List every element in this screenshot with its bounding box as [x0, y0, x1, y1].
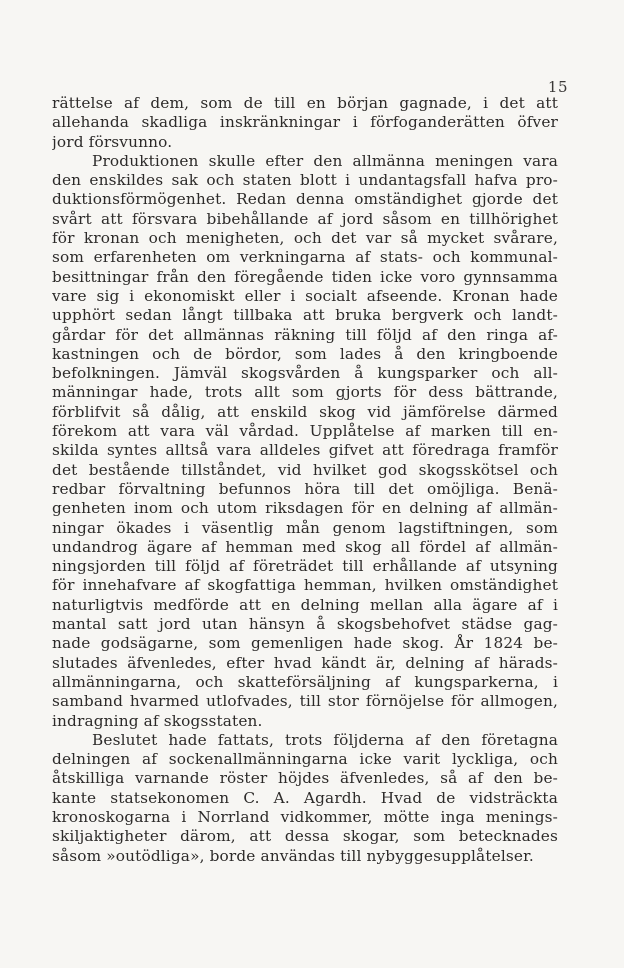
text-line: kronoskogarna i Norrland vidkommer, mötte inga menings- [52, 807, 558, 826]
text-line: indragning af skogsstaten. [52, 711, 263, 730]
text-line: mantal satt jord utan hänsyn å skogsbehofvet städse gag- [52, 615, 558, 634]
text-line: ningar ökades i väsentlig mån genom lagstiftningen, som [52, 518, 558, 537]
text-line: för innehafvare af skogfattiga hemman, hvilken omständighet [52, 576, 558, 595]
text-line: duktionsförmögenhet. Redan denna omständighet gjorde det [52, 190, 558, 209]
text-line: redbar förvaltning befunnos höra till det omöjliga. Benä- [52, 479, 558, 498]
text-line: kastningen och de bördor, som lades å den kringboende [52, 344, 558, 363]
body-text [52, 94, 558, 866]
text-line: för kronan och menigheten, och det var så mycket svårare, [52, 229, 558, 248]
text-line: förblifvit så dålig, att enskild skog vid jämförelse därmed [52, 402, 558, 421]
text-line: befolkningen. Jämväl skogsvården å kungsparker och all- [52, 364, 558, 383]
text-line: som erfarenheten om verkningarna af stats- och kommunal- [52, 248, 558, 267]
text-line: kante statsekonomen C. A. Agardh. Hvad de vidsträckta [52, 788, 558, 807]
text-line: ningsjorden till följd af företrädet till erhållande af utsyning [52, 557, 558, 576]
text-line: åtskilliga varnande röster höjdes äfvenledes, så af den be- [52, 769, 558, 788]
text-line: förekom att vara väl vårdad. Upplåtelse af marken till en- [52, 422, 558, 441]
text-line: undandrog ägare af hemman med skog all fördel af allmän- [52, 537, 558, 556]
text-line: svårt att försvara bibehållande af jord såsom en tillhörighet [52, 209, 558, 228]
text-line: allehanda skadliga inskränkningar i förfoganderätten öfver [52, 113, 558, 132]
text-line: skilda syntes alltså vara alldeles gifvet att föredraga framför [52, 441, 558, 460]
text-line: det bestående tillståndet, vid hvilket god skogsskötsel och [52, 460, 558, 479]
text-line: jord försvunno. [52, 132, 173, 151]
text-line: genheten inom och utom riksdagen för en delning af allmän- [52, 499, 558, 518]
paragraph-first-line: Produktionen skulle efter den allmänna meningen vara [92, 151, 558, 170]
text-line: rättelse af dem, som de till en början gagnade, i det att [52, 94, 558, 112]
text-line: den enskildes sak och staten blott i undantagsfall hafva pro- [52, 171, 558, 190]
text-line: naturligtvis medförde att en delning mellan alla ägare af i [52, 595, 558, 614]
text-line: såsom »outödliga», borde användas till nybyggesupplåtelser. [52, 846, 534, 865]
text-line: allmänningarna, och skatteförsäljning af kungsparkerna, i [52, 672, 558, 691]
text-line: skiljaktigheter därom, att dessa skogar, som betecknades [52, 827, 558, 846]
text-line: vare sig i ekonomiskt eller i socialt afseende. Kronan hade [52, 286, 558, 305]
text-line: upphört sedan långt tillbaka att bruka bergverk och landt- [52, 306, 558, 325]
text-line: slutades äfvenledes, efter hvad kändt är, delning af härads- [52, 653, 558, 672]
text-line: gårdar för det allmännas räkning till följd af den ringa af- [52, 325, 558, 344]
text-line: besittningar från den föregående tiden icke voro gynnsamma [52, 267, 558, 286]
page-number: 15 [547, 78, 568, 96]
text-line: nade godsägarne, som gemenligen hade skog. År 1824 be- [52, 634, 558, 653]
text-line: samband hvarmed utlofvades, till stor förnöjelse för allmogen, [52, 692, 558, 711]
paragraph-first-line: Beslutet hade fattats, trots följderna af den företagna [92, 730, 558, 749]
text-line: delningen af sockenallmänningarna icke varit lyckliga, och [52, 750, 558, 769]
text-line: männingar hade, trots allt som gjorts för dess bättrande, [52, 383, 558, 402]
